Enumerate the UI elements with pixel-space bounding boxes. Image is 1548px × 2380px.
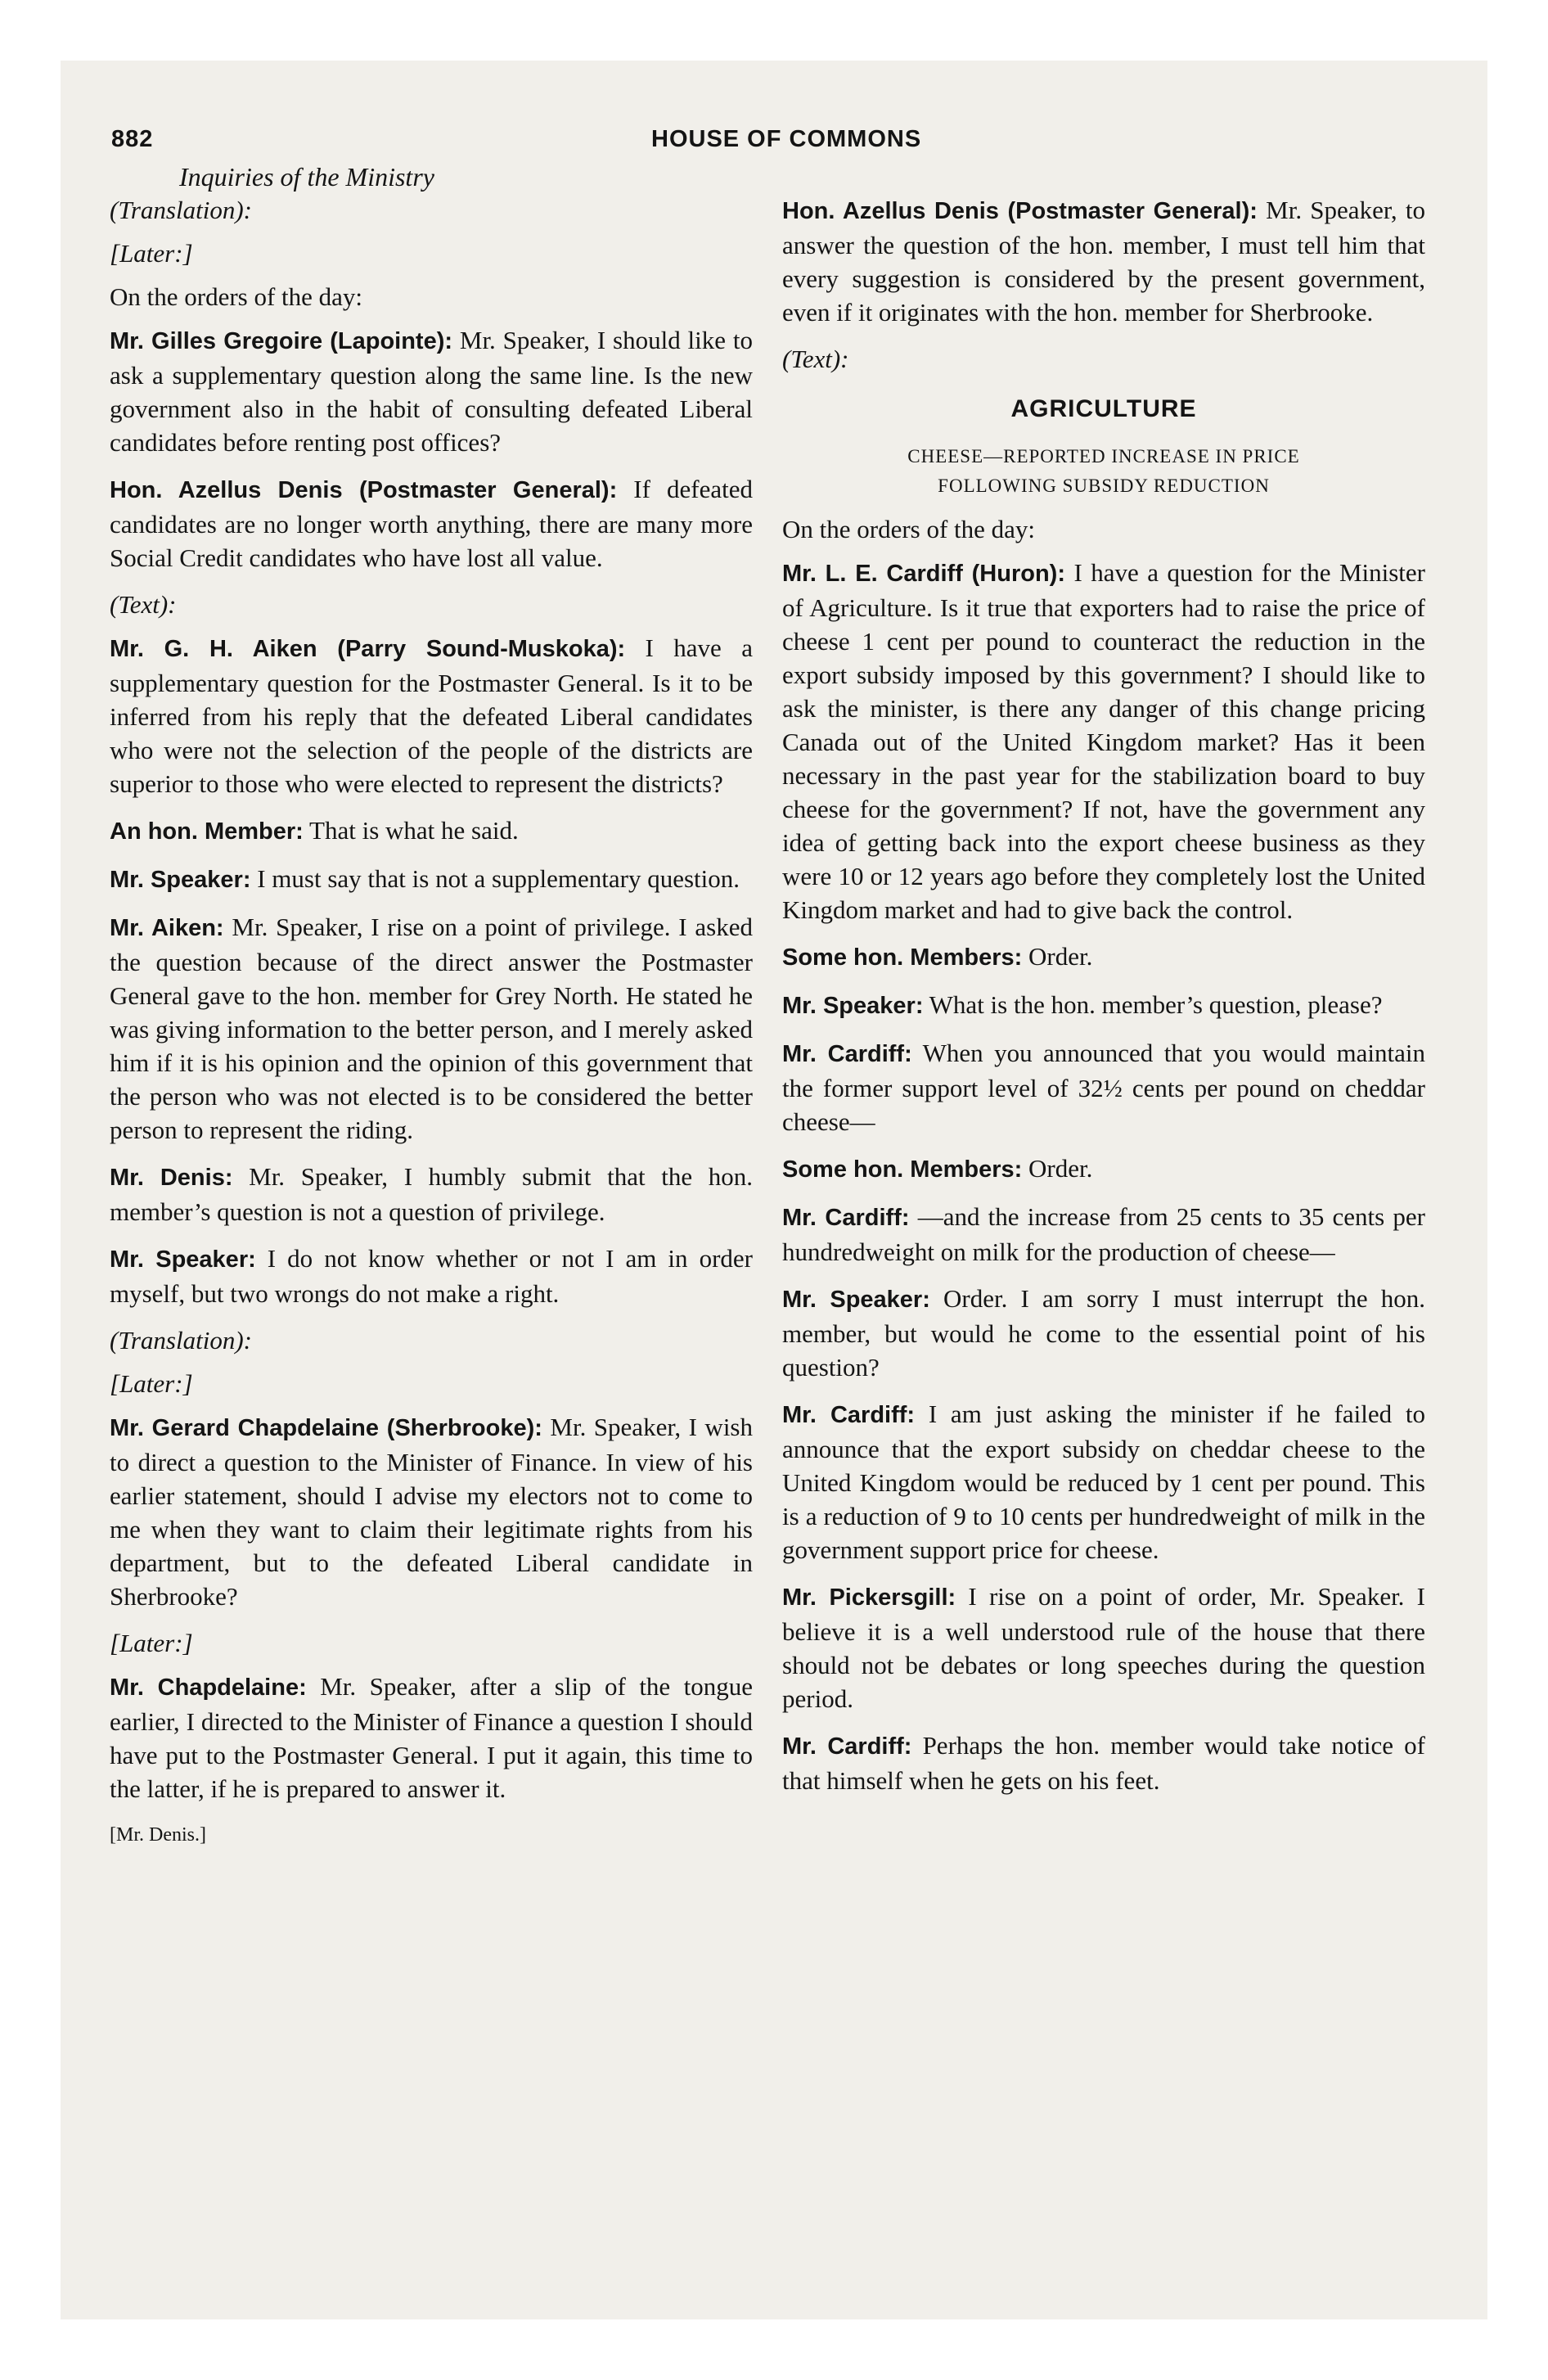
speech-paragraph <box>782 940 1425 975</box>
speaker-name: Mr. Cardiff: <box>782 1205 910 1231</box>
speech-paragraph <box>782 988 1425 1023</box>
speech-paragraph <box>110 1242 753 1310</box>
speaker-name: Mr. Gerard Chapdelaine (Sherbrooke): <box>110 1415 542 1441</box>
speech-paragraph <box>782 1200 1425 1269</box>
speech-text: Mr. Speaker, I humbly submit that the hon. member’s question is not a question of privilege. <box>110 1162 753 1226</box>
right-column <box>782 193 1425 1810</box>
speaker-name: Mr. Aiken: <box>110 915 224 941</box>
speech-text: Order. I am sorry I must interrupt the hon. member, but would he come to the essential point of his question? <box>782 1284 1426 1382</box>
speech-text: Order. <box>1022 942 1093 971</box>
speech-text: That is what he said. <box>303 816 519 845</box>
speech-paragraph <box>782 556 1425 926</box>
speech-text: Mr. Speaker, I should like to ask a supplementary question along the same line. Is the new government also in the habit of consulting defeated Liberal candidates before renting post offices? <box>110 326 753 457</box>
speech-text: Mr. Speaker, after a slip of the tongue earlier, I directed to the Minister of Finance a question I should have put to the Postmaster General. I put it again, this time to the latter, if he is prepared to answer it. <box>110 1672 754 1803</box>
speech-text: I rise on a point of order, Mr. Speaker. I believe it is a well understood rule of the house that there should not be debates or long speeches during the question period. <box>782 1582 1425 1713</box>
section-heading: Inquiries of the Ministry <box>179 162 434 192</box>
speaker-name: Mr. Cardiff: <box>782 1402 916 1428</box>
subject-subheading <box>782 442 1425 501</box>
translation-note: (Translation): <box>110 1326 252 1355</box>
speech-text: I have a question for the Minister of Agriculture. Is it true that exporters had to raise the price of cheese 1 cent per pound to counteract the reduction in the export subsidy imposed by this government? I should like to ask the minister, is there any danger of this change pricing Canada out of the United Kingdom market? Has it been necessary in the past year for the stabilization board to buy cheese for the government? If not, have the government any idea of getting back into the export cheese business as they were 10 or 12 years ago before they completely lost the United Kingdom market and had to give back the control. <box>782 558 1426 924</box>
page-footer: [Mr. Denis.] <box>110 1824 206 1846</box>
text-note: (Text): <box>110 590 177 619</box>
later-note: [Later:] <box>110 1369 193 1398</box>
speaker-name: Mr. Cardiff: <box>782 1733 912 1760</box>
speech-paragraph <box>110 631 753 800</box>
page-header <box>111 126 1450 167</box>
speech-paragraph <box>782 193 1425 329</box>
speech-paragraph <box>110 323 753 459</box>
speaker-name: Hon. Azellus Denis (Postmaster General): <box>782 198 1258 224</box>
speech-text: Perhaps the hon. member would take notice of that himself when he gets on his feet. <box>782 1731 1425 1795</box>
speech-text: When you announced that you would maintain the former support level of 32½ cents per pound on cheddar cheese— <box>782 1039 1425 1136</box>
orders-of-day: On the orders of the day: <box>782 515 1036 543</box>
speech-paragraph <box>110 814 753 849</box>
speech-paragraph <box>110 472 753 575</box>
speech-text: Mr. Speaker, to answer the question of the hon. member, I must tell him that every suggestion is considered by the present government, even if it originates with the hon. member for Sherbrooke. <box>782 196 1425 327</box>
speech-text: Order. <box>1022 1154 1093 1183</box>
speech-text: I do not know whether or not I am in order myself, but two wrongs do not make a right. <box>110 1244 753 1308</box>
translation-note: (Translation): <box>110 196 252 224</box>
document-page <box>61 61 1487 2319</box>
speaker-name: Mr. Denis: <box>110 1165 233 1191</box>
orders-of-day: On the orders of the day: <box>110 282 363 311</box>
speech-paragraph <box>782 1152 1425 1187</box>
later-note: [Later:] <box>110 239 193 268</box>
speech-paragraph <box>110 910 753 1147</box>
speech-paragraph <box>110 862 753 897</box>
speaker-name: An hon. Member: <box>110 818 304 845</box>
speech-text: I am just asking the minister if he failed to announce that the export subsidy on cheddar cheese to the United Kingdom would be reduced by 1 cent per pound. This is a reduction of 9 to 10 cents per hundredweight of milk in the government support price for cheese. <box>782 1400 1425 1564</box>
speech-text: What is the hon. member’s question, please? <box>923 990 1383 1019</box>
speaker-name: Hon. Azellus Denis (Postmaster General): <box>110 477 618 503</box>
speech-paragraph <box>782 1397 1425 1566</box>
speech-paragraph <box>782 1729 1425 1797</box>
speaker-name: Mr. Speaker: <box>782 1287 930 1313</box>
speech-paragraph <box>110 1160 753 1228</box>
speaker-name: Mr. L. E. Cardiff (Huron): <box>782 561 1065 587</box>
speaker-name: Mr. Speaker: <box>110 1246 256 1273</box>
speaker-name: Some hon. Members: <box>782 944 1023 971</box>
left-column <box>110 193 753 1852</box>
speaker-name: Some hon. Members: <box>782 1156 1023 1183</box>
running-title: HOUSE OF COMMONS <box>651 126 922 152</box>
subheading-line: FOLLOWING SUBSIDY REDUCTION <box>938 476 1270 496</box>
speech-text: Mr. Speaker, I wish to direct a question to the Minister of Finance. In view of his earlier statement, should I advise my electors not to come to me when they want to claim their legitimate rights from his department, but to the defeated Liberal candidate in Sherbrooke? <box>110 1413 753 1611</box>
speech-paragraph <box>782 1282 1425 1384</box>
speech-text: If defeated candidates are no longer worth anything, there are many more Social Credit candidates who have lost all value. <box>110 475 753 572</box>
speech-text: I have a supplementary question for the Postmaster General. Is it to be inferred from his reply that the defeated Liberal candidates who were not the selection of the people of the districts are superior to those who were elected to represent the districts? <box>110 633 753 798</box>
speech-paragraph <box>110 1410 753 1613</box>
subheading-line: CHEESE—REPORTED INCREASE IN PRICE <box>907 446 1300 467</box>
speech-paragraph <box>782 1580 1425 1715</box>
speaker-name: Mr. Gilles Gregoire (Lapointe): <box>110 328 453 354</box>
text-note: (Text): <box>782 345 849 373</box>
agriculture-heading: AGRICULTURE <box>1010 395 1197 422</box>
page-number: 882 <box>111 126 154 152</box>
speech-text: Mr. Speaker, I rise on a point of privilege. I asked the question because of the direct answer the Postmaster General gave to the hon. member for Grey North. He stated he was giving information to the better person, and I merely asked him if it is his opinion and the opinion of this government that the person who was not elected is to be considered the better person to represent the riding. <box>110 913 753 1144</box>
speaker-name: Mr. Cardiff: <box>782 1041 912 1067</box>
speaker-name: Mr. G. H. Aiken (Parry Sound-Muskoka): <box>110 636 626 662</box>
speech-paragraph <box>110 1670 753 1805</box>
speaker-name: Mr. Speaker: <box>110 867 251 893</box>
speaker-name: Mr. Speaker: <box>782 993 924 1019</box>
speaker-name: Mr. Chapdelaine: <box>110 1675 307 1701</box>
later-note: [Later:] <box>110 1629 193 1657</box>
speech-text: —and the increase from 25 cents to 35 cents per hundredweight on milk for the production of cheese— <box>782 1202 1426 1266</box>
speaker-name: Mr. Pickersgill: <box>782 1584 956 1611</box>
speech-paragraph <box>782 1036 1425 1138</box>
speech-text: I must say that is not a supplementary question. <box>250 864 740 893</box>
